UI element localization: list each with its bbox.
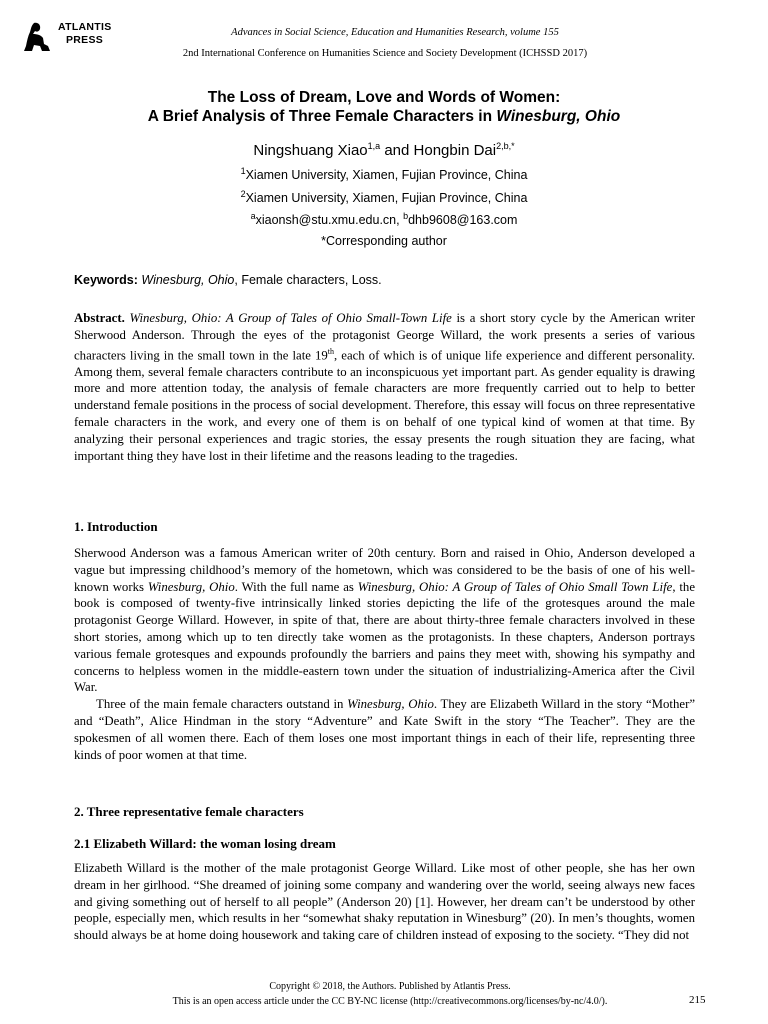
thinker-icon xyxy=(20,20,54,54)
introduction-body xyxy=(74,545,695,763)
subsection-heading-elizabeth: 2.1 Elizabeth Willard: the woman losing dream xyxy=(74,836,336,851)
email-line: $^a$xiaonsh@stu.xmu.edu.cn, $^b$dhb9608@163.com xyxy=(250,211,518,228)
logo-line1: ATLANTIS xyxy=(58,21,112,33)
affiliation-1: $^1$Xiamen University, Xiamen, Fujian Province, China xyxy=(240,166,528,183)
elizabeth-body xyxy=(74,860,695,944)
logo-line2: PRESS xyxy=(66,34,104,46)
affiliation-2: $^2$Xiamen University, Xiamen, Fujian Province, China xyxy=(240,189,528,206)
author-list: Ningshuang Xiao$^{1,a}$ and Hongbin Dai$^{2,b,*}$ xyxy=(253,141,515,159)
section-heading-introduction: 1. Introduction xyxy=(74,519,158,534)
abstract-label: Abstract. xyxy=(74,311,125,325)
paragraph: Three of the main female characters outstand in Winesburg, Ohio. They are Elizabeth Willard in the story “Mother” and “Death”, Alice Hindman in the story “Adventure” and Kate Swift in the story “The Teacher”. They are the spokesmen of all women there. Each of them loses one most important things in each of their life, representing three kinds of poor women at that time. xyxy=(74,697,696,762)
abstract: Abstract. Winesburg, Ohio: A Group of Tales of Ohio Small-Town Life is a short story cycle by the American writer Sherwood Anderson. Through the eyes of the protagonist George Willard, the work presents a series of various characters living in the small town in the late 19th, each of which is of unique life experience and different personality. Among them, several female characters contribute to an inconspicuous yet important part. As gender equality is drawing more and more attention today, the analysis of female characters are more frequently carried out to help to better understand female positions in the process of social development. Therefore, this essay will focus on three representative female characters in the work, and every one of them is on behalf of one typical kind of women at that time. By analyzing their personal experiences and tragic stories, the essay presents the rough situation they are facing, what important thing they have lost in their lifetime and the reasons leading to the tragedies. xyxy=(74,311,696,463)
keywords: Keywords: Winesburg, Ohio, Female characters, Loss. xyxy=(74,273,382,287)
corresponding-note: *Corresponding author xyxy=(321,234,447,248)
section-heading-characters: 2. Three representative female characters xyxy=(74,804,304,819)
paper-title xyxy=(60,88,708,126)
title-line2: A Brief Analysis of Three Female Characters in Winesburg, Ohio xyxy=(147,108,621,125)
atlantis-press-logo xyxy=(20,20,140,60)
keywords-label: Keywords: xyxy=(74,273,138,287)
page-number: 215 xyxy=(689,994,706,1006)
paragraph: Sherwood Anderson was a famous American writer of 20th century. Born and raised in Ohio, Anderson developed a vague but impressing childhood’s memory of the hometown, which was considered to be the basis of one of his well-known works Winesburg, Ohio. With the full name as Winesburg, Ohio: A Group of Tales of Ohio Small Town Life, the book is composed of twenty-five intrinsically linked stories depicting the life of the grotesques around the male protagonist George Willard. However, in spite of that, there are about thirty-three female characters involved in these short stories, among which up to ten directly take women as the protagonists. In these chapters, Anderson portrays various female grotesques and expounds profoundly the barriers and pains they meet with, showing his sympathy and concerns to helpless women in the middle-eastern town under the situation of industrializing-America after the Civil War. xyxy=(74,546,696,695)
author-2: Hongbin Dai xyxy=(413,142,497,159)
conference-header: 2nd International Conference on Humanities Science and Society Development (ICHSSD 2017) xyxy=(182,48,588,59)
paragraph: Elizabeth Willard is the mother of the male protagonist George Willard. Like most of other people, she has her own dream in her girlhood. “She dreamed of joining some company and wandering over the world, seeing always new faces and giving something out of herself to all people” (Anderson 20) [1]. However, her dream can’t be understood by other people, especially men, which results in her “somewhat shaky reputation in Winesburg” (20). In men’s thoughts, women should always be at home doing housework and taking care of children instead of exposing to the society. “They did not xyxy=(74,861,695,943)
author-1: Ningshuang Xiao xyxy=(253,142,368,159)
title-line1: The Loss of Dream, Love and Words of Women: xyxy=(207,89,561,106)
logo-text xyxy=(58,21,112,47)
journal-header: Advances in Social Science, Education and Humanities Research, volume 155 xyxy=(231,27,559,38)
copyright-line: Copyright © 2018, the Authors. Published by Atlantis Press. xyxy=(269,981,511,992)
license-line: This is an open access article under the CC BY-NC license (http://creativecommons.org/licenses/by-nc/4.0/). xyxy=(172,996,608,1007)
